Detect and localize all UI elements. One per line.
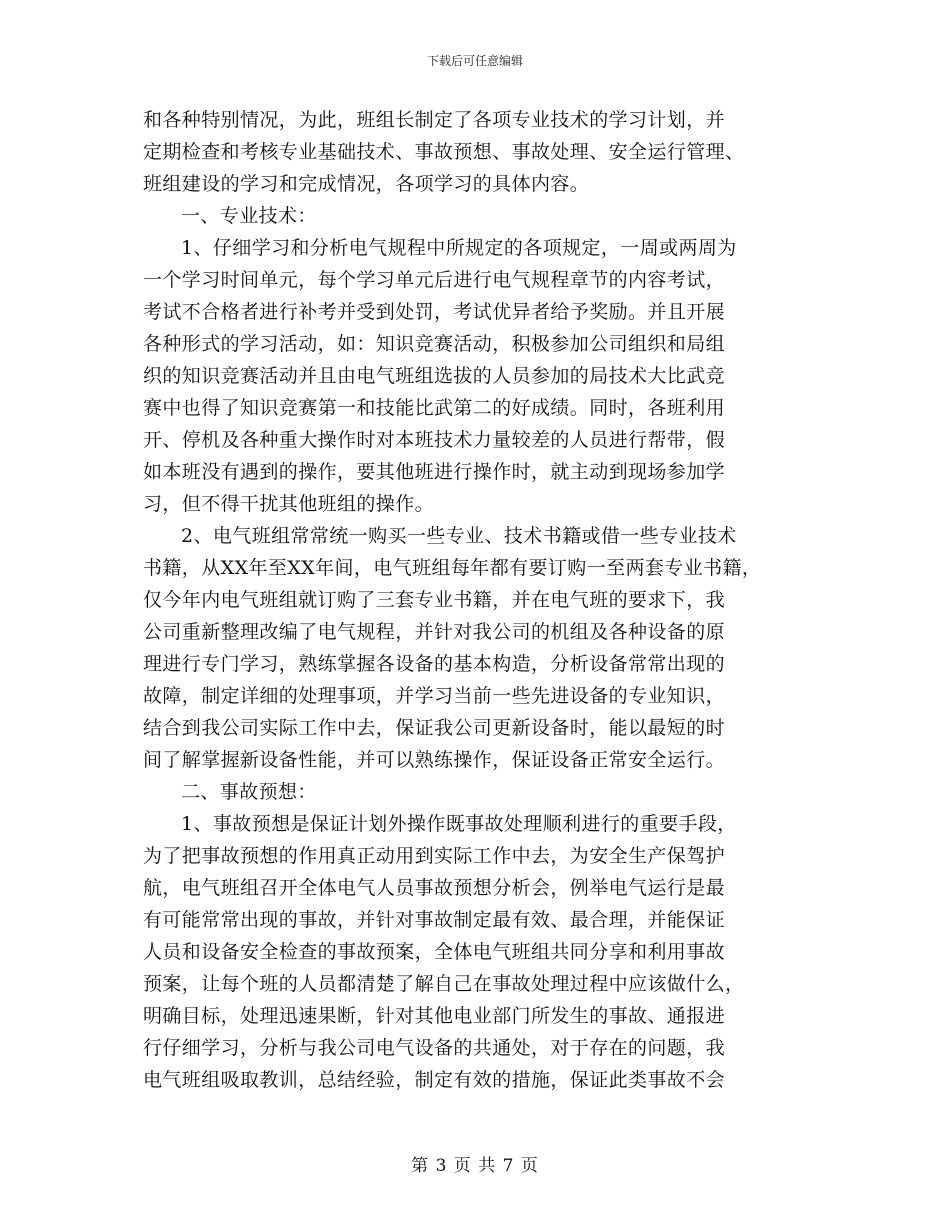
text-line: 考试不合格者进行补考并受到处罚，考试优异者给予奖励。并且开展 bbox=[143, 301, 726, 323]
text-line: 1、事故预想是保证计划外操作既事故处理顺利进行的重要手段， bbox=[181, 813, 737, 835]
text-line: 航，电气班组召开全体电气人员事故预想分析会，例举电气运行是最 bbox=[143, 877, 726, 899]
text-line: 1、仔细学习和分析电气规程中所规定的各项规定，一周或两周为 bbox=[181, 237, 737, 259]
text-line: 行仔细学习，分析与我公司电气设备的共通处，对于存在的问题，我 bbox=[143, 1037, 726, 1059]
text-line: 开、停机及各种重大操作时对本班技术力量较差的人员进行帮带，假 bbox=[143, 429, 726, 451]
text-line: 仅今年内电气班组就订购了三套专业书籍，并在电气班的要求下，我 bbox=[143, 589, 726, 611]
text-line: 书籍，从XX年至XX年间，电气班组每年都有要订购一至两套专业书籍， bbox=[143, 557, 762, 579]
text-line: 和各种特别情况，为此，班组长制定了各项专业技术的学习计划，并 bbox=[143, 109, 726, 131]
page-header: 下载后可任意编辑 bbox=[426, 54, 523, 68]
text-line: 习，但不得干扰其他班组的操作。 bbox=[143, 493, 435, 515]
text-line: 班组建设的学习和完成情况，各项学习的具体内容。 bbox=[143, 173, 590, 195]
text-line: 有可能常常出现的事故，并针对事故制定最有效、最合理，并能保证 bbox=[143, 909, 726, 931]
page-footer: 第 3 页 共 7 页 bbox=[411, 1156, 539, 1176]
text-line: 二、事故预想： bbox=[181, 781, 317, 803]
text-line: 织的知识竞赛活动并且由电气班组选拔的人员参加的局技术大比武竞 bbox=[143, 365, 726, 387]
text-line: 2、电气班组常常统一购买一些专业、技术书籍或借一些专业技术 bbox=[181, 525, 737, 547]
text-line: 公司重新整理改编了电气规程，并针对我公司的机组及各种设备的原 bbox=[143, 621, 726, 643]
document-body bbox=[143, 104, 823, 1096]
text-line: 明确目标，处理迅速果断，针对其他电业部门所发生的事故、通报进 bbox=[143, 1005, 726, 1027]
text-line: 结合到我公司实际工作中去，保证我公司更新设备时，能以最短的时 bbox=[143, 717, 726, 739]
text-line: 一个学习时间单元，每个学习单元后进行电气规程章节的内容考试， bbox=[143, 269, 726, 291]
text-line: 故障，制定详细的处理事项，并学习当前一些先进设备的专业知识， bbox=[143, 685, 726, 707]
text-line: 定期检查和考核专业基础技术、事故预想、事故处理、安全运行管理、 bbox=[143, 141, 745, 163]
text-line: 电气班组吸取教训，总结经验，制定有效的措施，保证此类事故不会 bbox=[143, 1069, 726, 1091]
text-line: 间了解掌握新设备性能，并可以熟练操作，保证设备正常安全运行。 bbox=[143, 749, 726, 771]
text-line: 为了把事故预想的作用真正动用到实际工作中去，为安全生产保驾护 bbox=[143, 845, 726, 867]
text-line: 如本班没有遇到的操作，要其他班进行操作时，就主动到现场参加学 bbox=[143, 461, 726, 483]
text-line: 预案，让每个班的人员都清楚了解自己在事故处理过程中应该做什么， bbox=[143, 973, 745, 995]
text-line: 人员和设备安全检查的事故预案，全体电气班组共同分享和利用事故 bbox=[143, 941, 726, 963]
text-line: 赛中也得了知识竞赛第一和技能比武第二的好成绩。同时，各班利用 bbox=[143, 397, 726, 419]
text-line: 理进行专门学习，熟练掌握各设备的基本构造，分析设备常常出现的 bbox=[143, 653, 726, 675]
text-line: 各种形式的学习活动，如：知识竞赛活动，积极参加公司组织和局组 bbox=[143, 333, 726, 355]
text-line: 一、专业技术： bbox=[181, 205, 317, 227]
